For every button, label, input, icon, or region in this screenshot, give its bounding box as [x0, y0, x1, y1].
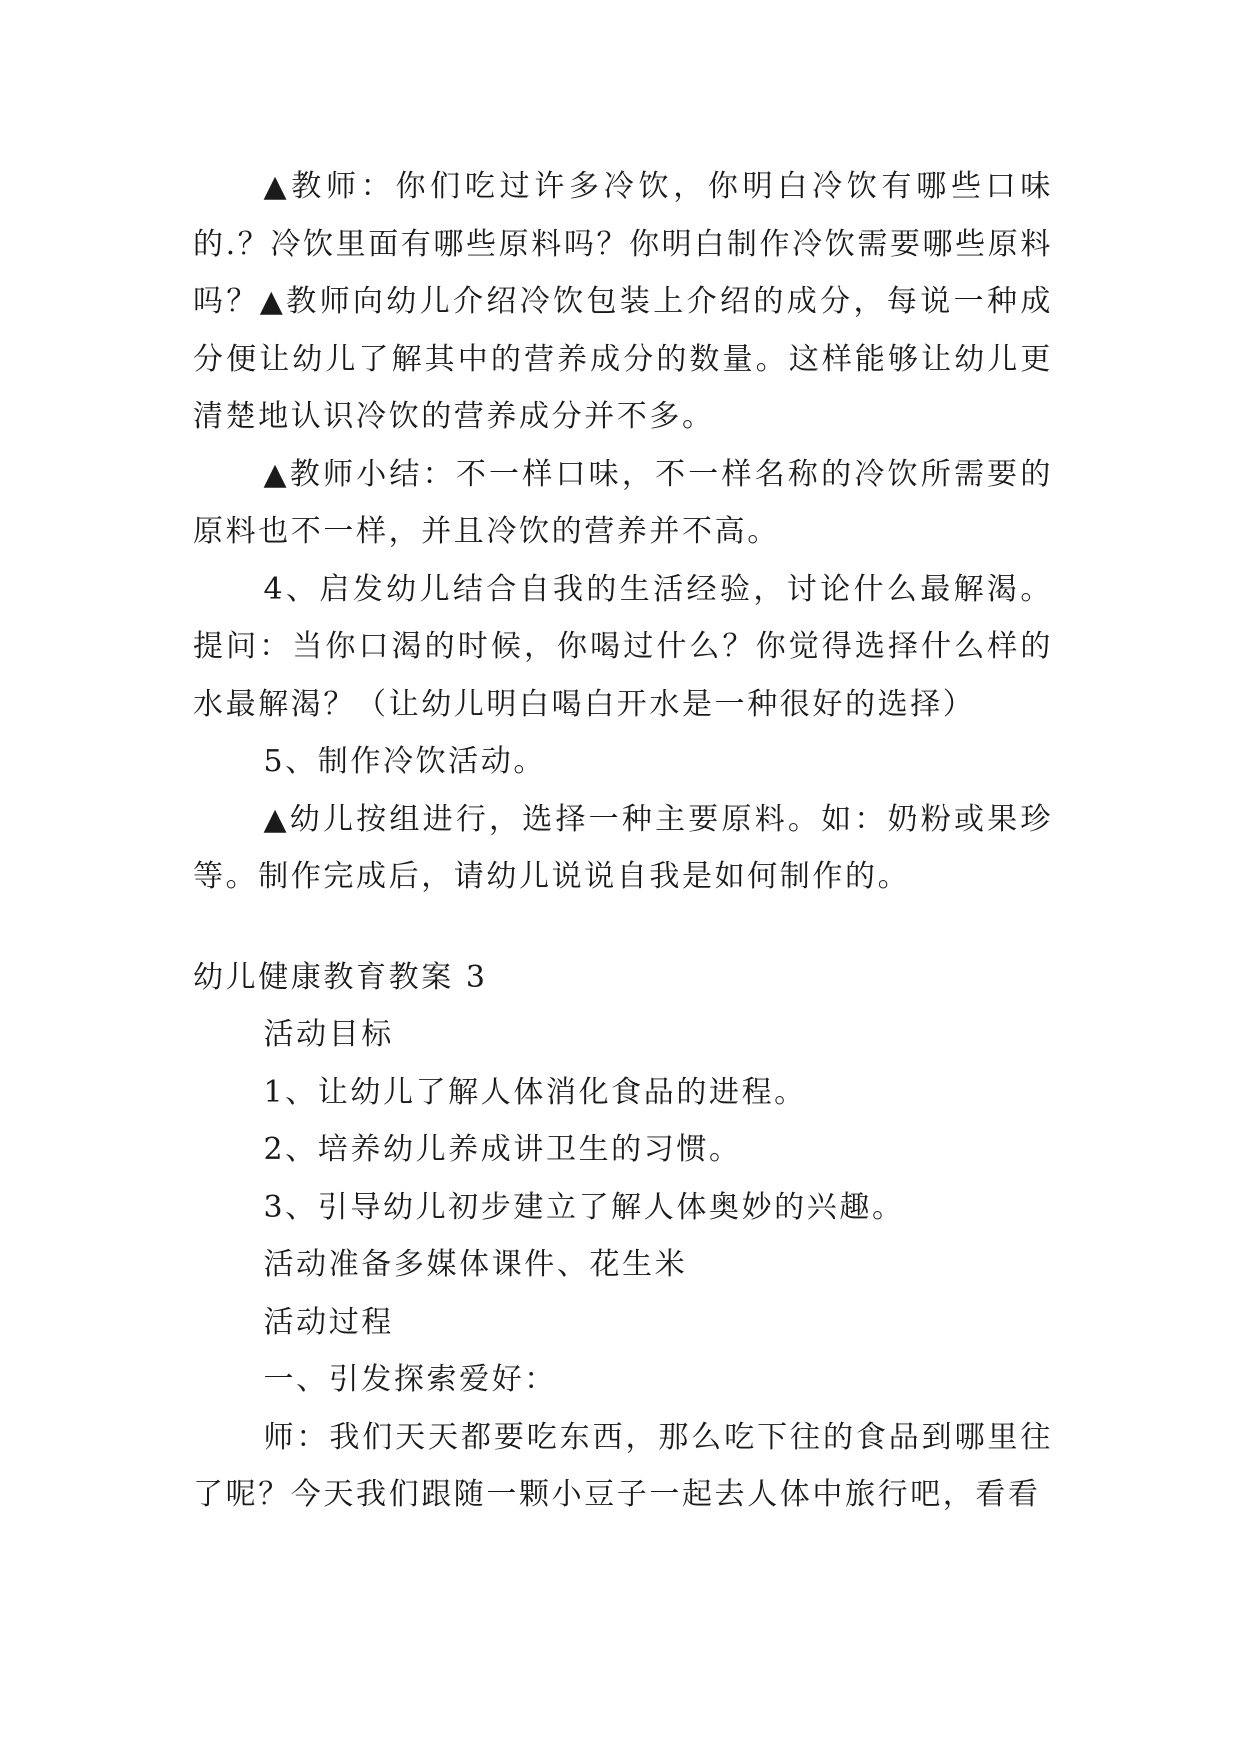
paragraph-teacher-summary: ▲教师小结：不一样口味，不一样名称的冷饮所需要的原料也不一样，并且冷饮的营养并不高。: [193, 456, 1053, 549]
paragraph-goal-2: 2、培养幼儿养成讲卫生的习惯。: [263, 1132, 742, 1167]
paragraph-teacher-question: ▲教师：你们吃过许多冷饮，你明白冷饮有哪些口味的.？冷饮里面有哪些原料吗？你明白制作冷饮需要哪些原料吗？▲教师向幼儿介绍冷饮包装上介绍的成分，每说一种成分便让幼儿了解其中的营养成分的数量。这样能够让幼儿更清楚地认识冷饮的营养成分并不多。: [193, 169, 1053, 434]
section-spacer: [193, 906, 1053, 949]
paragraph-activity-process: 活动过程: [263, 1304, 394, 1340]
paragraph-step-4: 4、启发幼儿结合自我的生活经验，讨论什么最解渴。提问：当你口渴的时候，你喝过什么？你觉得选择什么样的水最解渴？（让幼儿明白喝白开水是一种很好的选择）: [193, 571, 1053, 722]
paragraph-goal-3: 3、引导幼儿初步建立了解人体奥妙的兴趣。: [263, 1189, 905, 1225]
paragraph-step-one: 一、引发探索爱好：: [263, 1362, 557, 1397]
paragraph-step-5: 5、制作冷饮活动。: [263, 744, 546, 779]
paragraph-children-activity: ▲幼儿按组进行，选择一种主要原料。如：奶粉或果珍等。制作完成后，请幼儿说说自我是如何制作的。: [193, 801, 1053, 894]
document-body: [193, 158, 1053, 1524]
paragraph-goal-1: 1、让幼儿了解人体消化食品的进程。: [263, 1074, 807, 1110]
section-title: 幼儿健康教育教案 3: [193, 959, 488, 995]
paragraph-activity-preparation: 活动准备多媒体课件、花生米: [263, 1247, 688, 1282]
paragraph-teacher-intro: 师：我们天天都要吃东西，那么吃下往的食品到哪里往了呢？今天我们跟随一颗小豆子一起去人体中旅行吧，看看: [193, 1419, 1053, 1512]
paragraph-activity-goals: 活动目标: [263, 1017, 394, 1052]
